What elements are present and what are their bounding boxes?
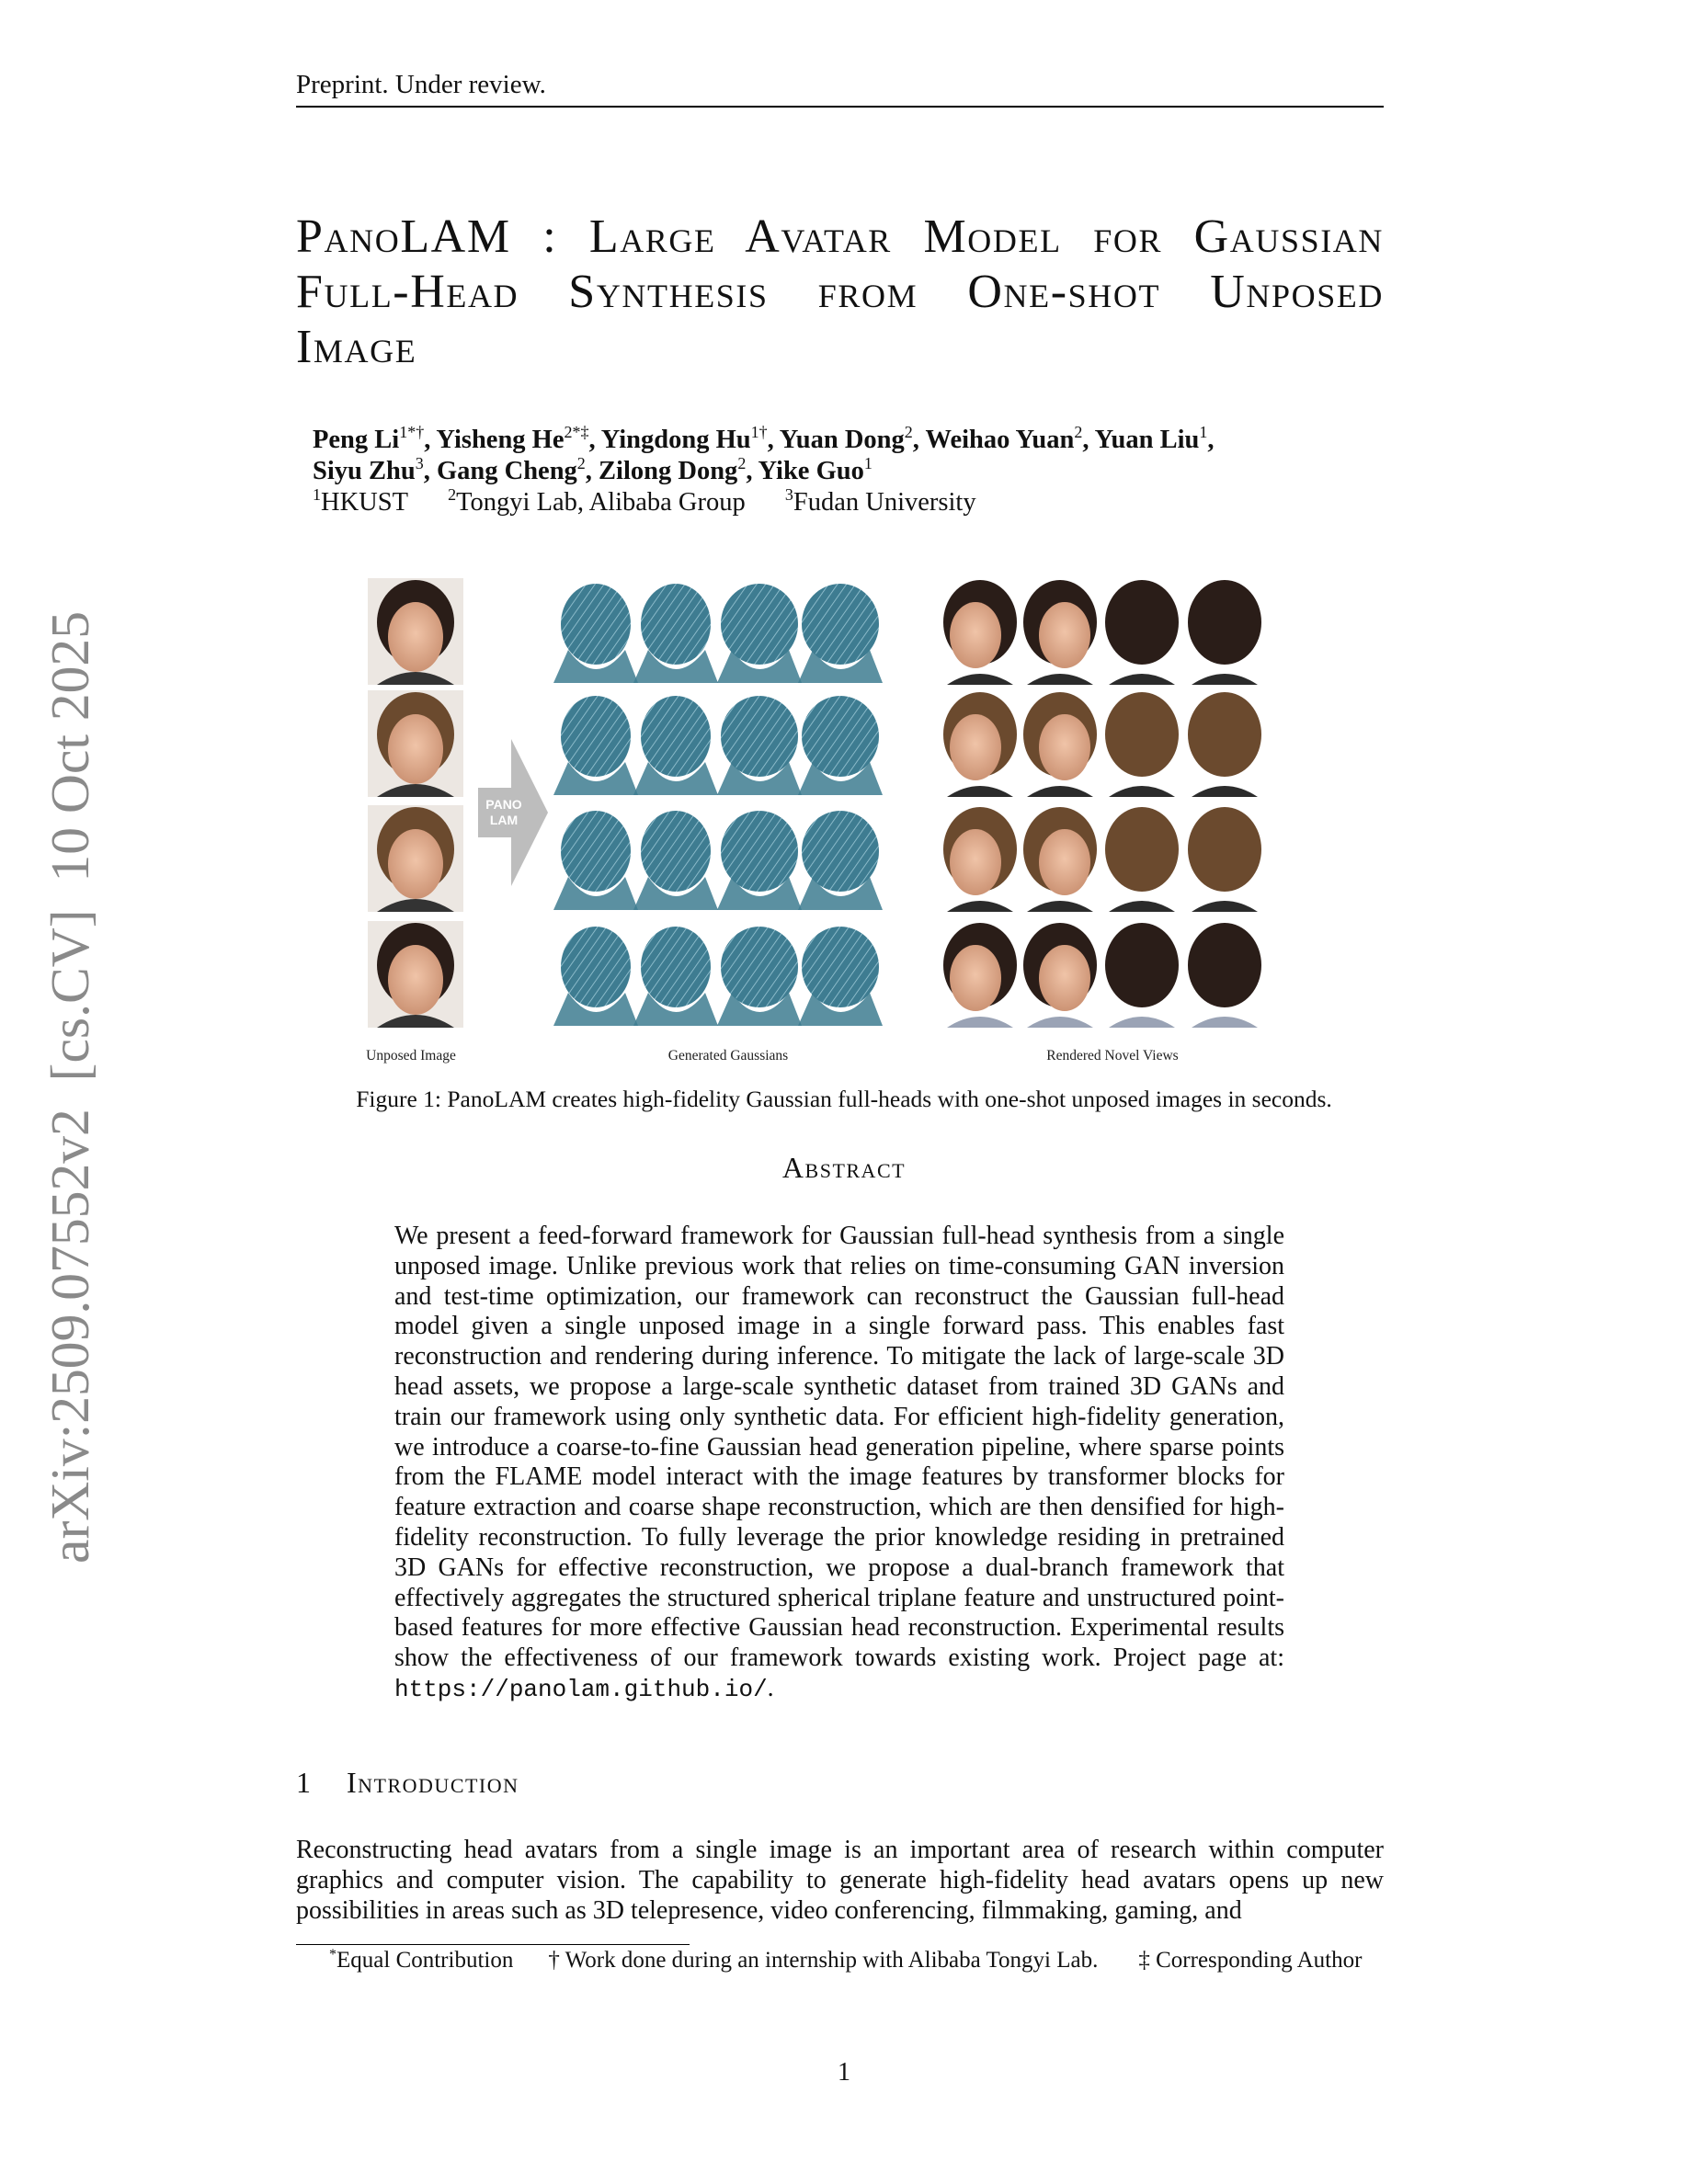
rendered-view — [1188, 807, 1261, 912]
abstract-body: We present a feed-forward framework for Gaussian full-head synthesis from a single unposed image. Unlike previous work that relies on time-consuming GAN inversion and test-time optimization, our framework can reconstruct the Gaussian full-head model given a single unposed image in a single forward pass. This enables fast reconstruction and rendering during inference. To mitigate the lack of large-scale 3D head assets, we propose a large-scale synthetic dataset from trained 3D GANs and train our framework using only synthetic data. For efficient high-fidelity generation, we introduce a coarse-to-fine Gaussian head generation pipeline, where sparse points from the FLAME model interact with the image features by transformer blocks for feature extraction and coarse shape reconstruction, which are then densified for high-fidelity reconstruction. To fully leverage the prior knowledge residing in pretrained 3D GANs for effective reconstruction, we propose a dual-branch framework that effectively aggregates the structured spherical triplane feature and unstructured point-based features for more effective Gaussian head reconstruction. Experimental results show the effectiveness of our framework towards existing work. Project page at: https://panolam.github.io/. — [394, 1222, 1284, 1703]
gaussian-heads-grid — [553, 584, 883, 1026]
gaussian-head — [798, 811, 883, 910]
input-face-photo — [368, 690, 463, 797]
author: Weihao Yuan$^2$ — [925, 423, 1083, 454]
arrow-label-2: LAM — [489, 813, 519, 827]
rendered-view — [943, 580, 1017, 685]
author: Yisheng $He^{2*\ddagger}$ — [436, 423, 589, 454]
input-face-photo — [368, 578, 463, 685]
author: Yike Guo$^1$ — [758, 454, 873, 485]
gaussian-head — [717, 584, 802, 683]
gaussian-head — [553, 696, 638, 795]
gaussian-head — [633, 927, 718, 1026]
page-number: 1 — [838, 2058, 850, 2087]
abstract-heading: Abstract — [781, 1151, 907, 1184]
section-heading — [296, 1766, 519, 1800]
author: Yuan Dong$^2$ — [779, 423, 913, 454]
affiliations — [313, 487, 1009, 518]
project-url[interactable]: https://panolam.github.io/ — [394, 1675, 768, 1703]
rendered-view — [1023, 923, 1097, 1028]
abstract-text: We present a feed-forward framework for Gaussian full-head synthesis from a single unposed image. Unlike previous work that relies on time-consuming GAN inversion and test-time optimization, our framework can reconstruct the Gaussian full-head model given a single unposed image in a single forward pass. This enables fast reconstruction and rendering during inference. To mitigate the lack of large-scale 3D head assets, we propose a large-scale synthetic dataset from trained 3D GANs and train our framework using only synthetic data. For efficient high-fidelity generation, we introduce a coarse-to-fine Gaussian head generation pipeline, where sparse points from the FLAME model interact with the image features by transformer blocks for feature extraction and coarse shape reconstruction, which are then densified for high-fidelity reconstruction. To fully leverage the prior knowledge residing in pretrained 3D GANs for effective reconstruction, we propose a dual-branch framework that effectively aggregates the structured spherical triplane feature and unstructured point-based features for more effective Gaussian head reconstruction. Experimental results show the effectiveness of our framework towards existing work. Project page at: — [394, 1222, 1284, 1673]
gaussian-head — [633, 696, 718, 795]
title-line-2: Full-Head Synthesis from One-shot Unposed — [296, 266, 1384, 318]
footnote-rule — [296, 1944, 690, 1945]
rendered-view — [1188, 580, 1261, 685]
gaussian-head — [633, 584, 718, 683]
rendered-view — [943, 923, 1017, 1028]
title-line-3: Image — [296, 321, 417, 373]
author: Yuan Liu$^1$ — [1094, 423, 1208, 454]
section-title: Introduction — [347, 1766, 519, 1799]
gaussian-head — [633, 811, 718, 910]
header-rule — [296, 106, 1384, 108]
rendered-view — [1023, 807, 1097, 912]
label-rendered-views: Rendered Novel Views — [1046, 1048, 1179, 1064]
affiliation: $^2$Tongyi Lab, Alibaba Group — [448, 485, 746, 517]
author: Siyu Zhu$^3$ — [313, 454, 424, 485]
rendered-view — [1023, 692, 1097, 797]
figure-caption: Figure 1: PanoLAM creates high-fidelity Gaussian full-heads with one-shot unposed images in seconds. — [356, 1086, 1332, 1112]
gaussian-head — [717, 696, 802, 795]
footnotes: *Equal Contribution † Work done during an internship with Alibaba Tongyi Lab. ‡ Corresponding Author — [329, 1947, 1363, 1973]
rendered-view — [1188, 692, 1261, 797]
input-face-photo — [368, 805, 463, 912]
arrow-label-1: PANO — [485, 797, 522, 812]
rendered-view — [943, 807, 1017, 912]
input-image-column — [368, 578, 463, 1028]
paper-title — [296, 210, 1384, 375]
gaussian-head — [717, 927, 802, 1026]
author: Yingdong $Hu^{1\dagger}$ — [600, 423, 768, 454]
teaser-figure — [349, 563, 1306, 1077]
rendered-view — [1105, 692, 1179, 797]
rendered-view — [943, 692, 1017, 797]
affiliation: $^3$Fudan University — [784, 485, 976, 517]
title-line-1: PanoLAM : Large Avatar Model for Gaussian — [296, 210, 1384, 263]
author: Gang Cheng$^2$ — [436, 454, 586, 485]
gaussian-head — [798, 927, 883, 1026]
rendered-view — [1105, 580, 1179, 685]
gaussian-head — [553, 811, 638, 910]
footnote-internship: † Work done during an internship with Alibaba Tongyi Lab. — [548, 1948, 1099, 1973]
gaussian-head — [798, 696, 883, 795]
rendered-view — [1105, 807, 1179, 912]
arxiv-stamp-text: arXiv:2509.07552v2 [cs.CV] 10 Oct 2025 — [40, 620, 100, 1564]
rendered-view — [1188, 923, 1261, 1028]
author: Zilong Dong$^2$ — [599, 454, 747, 485]
rendered-view — [1105, 923, 1179, 1028]
gaussian-head — [717, 811, 802, 910]
rendered-views-grid — [943, 580, 1261, 1028]
author-list: Peng $Li^{1*\dagger}$, Yisheng $He^{2*\ddagger}$, Yingdong $Hu^{1\dagger}$, Yuan Dong$^2$, Weihao Yuan$^2$, Yuan Liu$^1$, Siyu Zhu$^3$, Gang Cheng$^2$, Zilong Dong$^2$, Yike Guo$^1$ — [313, 423, 1215, 485]
header-note: Preprint. Under review. — [296, 70, 546, 99]
footnote-corresponding: ‡ Corresponding Author — [1138, 1948, 1363, 1973]
gaussian-head — [553, 927, 638, 1026]
panolam-arrow — [478, 739, 548, 886]
footnote-equal: Equal Contribution — [336, 1948, 514, 1973]
gaussian-head — [798, 584, 883, 683]
affiliation: $^1$HKUST — [313, 485, 409, 517]
label-unposed-image: Unposed Image — [366, 1048, 456, 1064]
intro-paragraph: Reconstructing head avatars from a single image is an important area of research within computer graphics and computer vision. The capability to generate high-fidelity head avatars opens up new possibilities in areas such as 3D telepresence, video conferencing, filmmaking, gaming, and — [296, 1836, 1384, 1925]
author: Peng $Li^{1*\dagger}$ — [313, 423, 425, 454]
label-generated-gaussians: Generated Gaussians — [667, 1048, 789, 1064]
gaussian-head — [553, 584, 638, 683]
input-face-photo — [368, 921, 463, 1028]
section-number: 1 — [296, 1766, 311, 1799]
rendered-view — [1023, 580, 1097, 685]
